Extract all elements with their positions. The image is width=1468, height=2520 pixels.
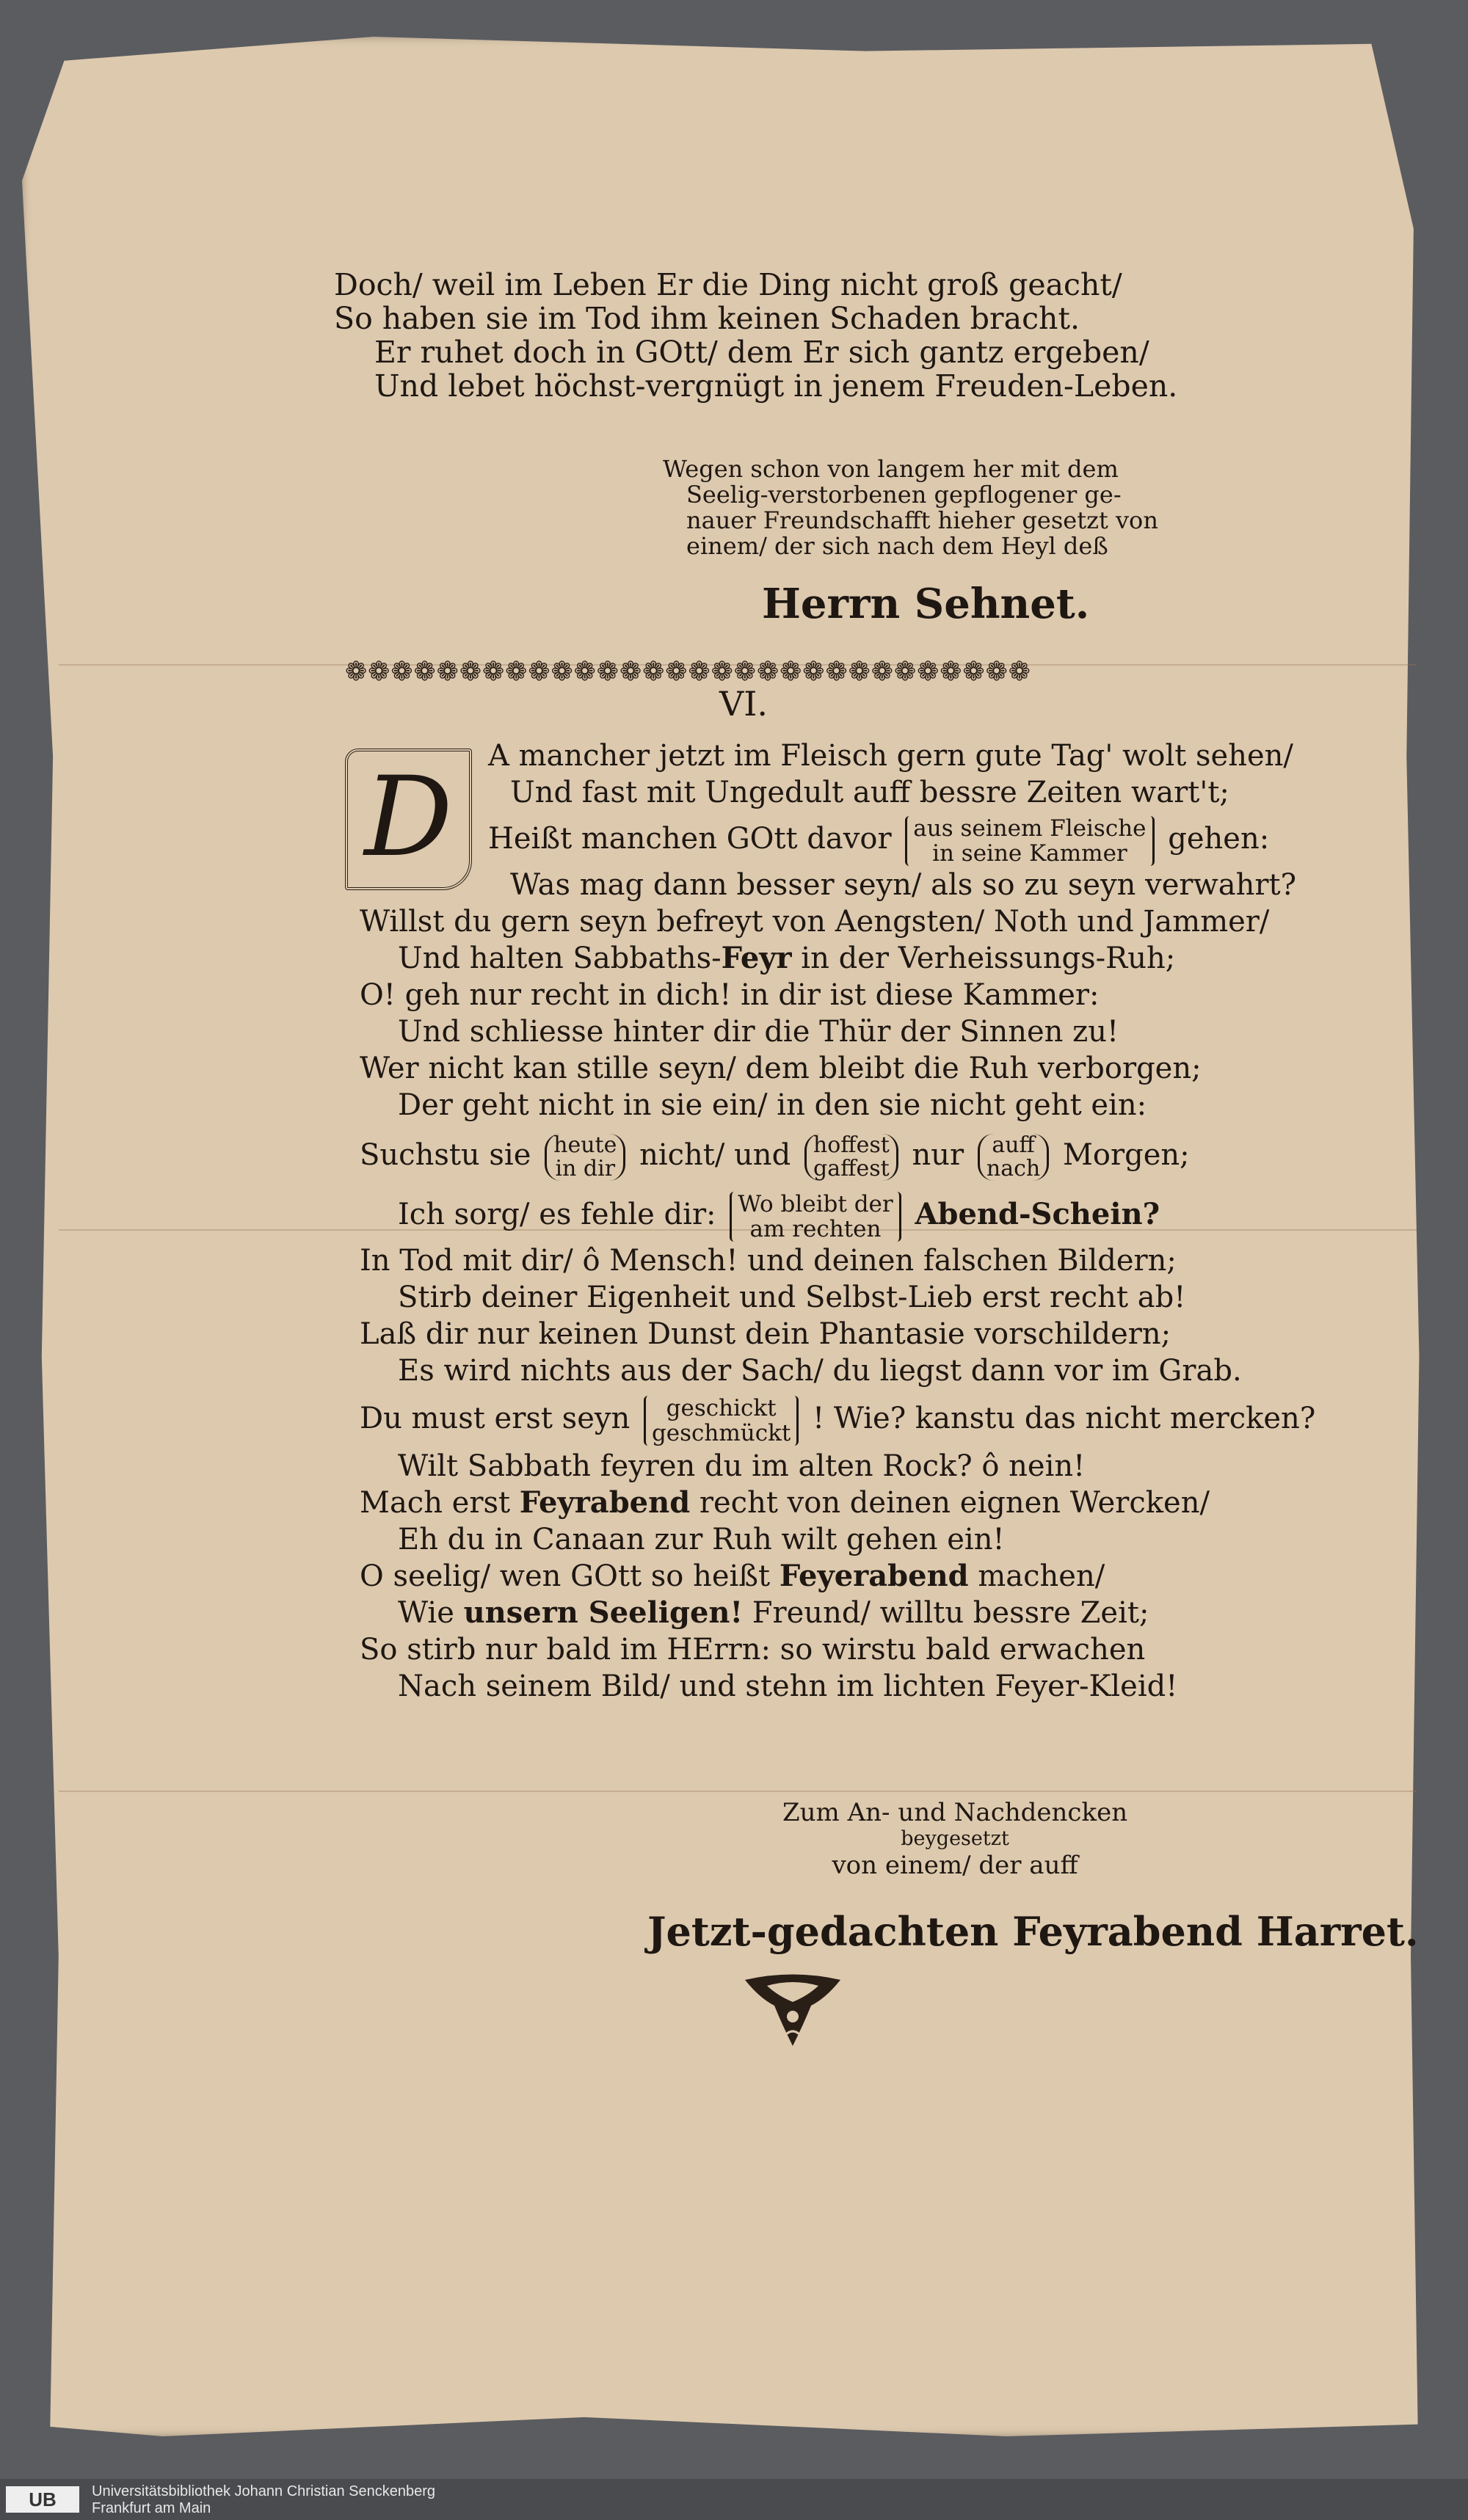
poem-line: So stirb nur bald im HErrn: so wirstu bald erwachen [360, 1633, 1146, 1667]
dedication-line: nauer Freundschafft hieher gesetzt von [686, 506, 1158, 534]
emphasis-word: Feyrabend [519, 1485, 691, 1520]
text-segment: Morgen; [1062, 1138, 1190, 1172]
poem-line [360, 1124, 1315, 1187]
dedication-line: Seelig-verstorbenen gepflogener ge- [686, 481, 1122, 509]
poem-line: A mancher jetzt im Fleisch gern gute Tag' wolt sehen/ [488, 739, 1293, 773]
poem-line [360, 1485, 1315, 1521]
poem-line: Willst du gern seyn befreyt von Aengsten/ Noth und Jammer/ [360, 905, 1270, 939]
verse-line: Er ruhet doch in GOtt/ dem Er sich gantz ergeben/ [374, 335, 1149, 370]
text-segment: ! Wie? kanstu das nicht mercken? [813, 1402, 1316, 1435]
text-segment: nur [912, 1138, 964, 1172]
library-logo: UB [6, 2486, 79, 2513]
vignette-ornament-icon [738, 1973, 848, 2053]
verse-line: Und lebet höchst-vergnügt in jenem Freuden-Leben. [374, 368, 1178, 404]
library-footer [0, 2479, 1468, 2520]
bracket-choice [644, 1396, 799, 1446]
verse-line: So haben sie im Tod ihm keinen Schaden bracht. [334, 301, 1080, 336]
intro-verse [334, 268, 1177, 403]
poem-line: Stirb deiner Eigenheit und Selbst-Lieb erst recht ab! [398, 1281, 1186, 1314]
poem-line: O! geh nur recht in dich! in dir ist diese Kammer: [360, 978, 1100, 1012]
choice-option: geschmückt [651, 1420, 791, 1446]
text-segment: Heißt manchen GOtt davor [488, 822, 892, 856]
dedication-line: einem/ der sich nach dem Heyl deß [686, 532, 1108, 560]
poem-line: Wilt Sabbath feyren du im alten Rock? ô nein! [398, 1449, 1086, 1483]
poem-line: Und fast mit Ungedult auff bessre Zeiten wart't; [510, 776, 1229, 809]
closing-line: von einem/ der auff [832, 1851, 1078, 1880]
decorated-initial: D [345, 749, 472, 890]
choice-option: gaffest [813, 1156, 890, 1181]
text-segment: nicht/ und [639, 1138, 791, 1172]
poem-stanza [360, 738, 1315, 1705]
text-segment: Suchstu sie [360, 1138, 531, 1172]
poem-line [360, 1595, 1315, 1631]
paren-choice [978, 1134, 1049, 1181]
choice-option: heute [553, 1132, 617, 1158]
poem-line [360, 1187, 1315, 1242]
poem-line: Es wird nichts aus der Sach/ du liegst dann vor im Grab. [398, 1354, 1242, 1388]
choice-option: in dir [555, 1156, 616, 1181]
emphasis-word: Feyr [721, 941, 792, 975]
poem-line: Und schliesse hinter dir die Thür der Sinnen zu! [398, 1015, 1119, 1049]
paren-choice [545, 1134, 625, 1181]
section-number: VI. [719, 684, 768, 724]
closing-line: beygesetzt [901, 1827, 1009, 1850]
text-segment: Ich sorg/ es fehle dir: [398, 1198, 716, 1231]
poem-line [360, 811, 1315, 867]
signature-harret: Jetzt-gedachten Feyrabend Harret. [647, 1908, 1419, 1955]
verse-line: Doch/ weil im Leben Er die Ding nicht groß geacht/ [334, 267, 1122, 302]
signature-sehnet: Herrn Sehnet. [762, 580, 1090, 628]
text-segment: Du must erst seyn [360, 1402, 631, 1435]
closing-note [782, 1798, 1127, 1880]
poem-line [360, 1558, 1315, 1595]
poem-line: Nach seinem Bild/ und stehn im lichten Feyer-Kleid! [398, 1669, 1178, 1703]
poem-line: Wer nicht kan stille seyn/ dem bleibt die Ruh verborgen; [360, 1052, 1202, 1085]
choice-option: Wo bleibt der [738, 1191, 893, 1217]
choice-option: aus seinem Fleische [913, 815, 1147, 842]
choice-option: in seine Kammer [932, 840, 1127, 867]
paren-choice [804, 1134, 898, 1181]
text-segment: recht von deinen eignen Wercken/ [690, 1486, 1210, 1520]
bracket-choice [730, 1192, 901, 1242]
text-segment: Freund/ willtu bessre Zeit; [743, 1596, 1149, 1630]
fold-line [59, 1791, 1417, 1792]
dedication-note [663, 456, 1158, 559]
choice-option: nach [986, 1156, 1041, 1181]
dedication-line: Wegen schon von langem her mit dem [663, 455, 1119, 483]
ornament-border: ❁❁❁❁❁❁❁❁❁❁❁❁❁❁❁❁❁❁❁❁❁❁❁❁❁❁❁❁❁❁ [345, 657, 1031, 687]
text-segment: machen/ [968, 1559, 1105, 1593]
closing-line: Zum An- und Nachdencken [782, 1798, 1128, 1827]
choice-option: geschickt [666, 1395, 777, 1421]
bracket-choice [905, 816, 1154, 866]
choice-option: hoffest [813, 1132, 890, 1158]
text-segment: gehen: [1168, 822, 1270, 856]
text-segment: O seelig/ wen GOtt so heißt [360, 1559, 780, 1593]
poem-line: In Tod mit dir/ ô Mensch! und deinen falschen Bildern; [360, 1244, 1177, 1278]
emphasis-word: Abend-Schein? [915, 1197, 1160, 1231]
emphasis-word: unsern Seeligen! [463, 1595, 744, 1630]
poem-line [360, 1389, 1315, 1448]
choice-option: am rechten [749, 1216, 882, 1242]
library-city: Frankfurt am Main [92, 2500, 211, 2516]
text-segment: Wie [398, 1596, 464, 1630]
poem-line [360, 940, 1315, 977]
text-segment: Mach erst [360, 1486, 520, 1520]
emphasis-word: Feyerabend [779, 1559, 969, 1593]
choice-option: auff [992, 1132, 1035, 1158]
poem-line: Was mag dann besser seyn/ als so zu seyn verwahrt? [510, 868, 1297, 902]
text-segment: in der Verheissungs-Ruh; [791, 942, 1176, 975]
library-name: Universitätsbibliothek Johann Christian Senckenberg [92, 2483, 436, 2499]
text-segment: Und halten Sabbaths- [398, 942, 722, 975]
poem-line: Eh du in Canaan zur Ruh wilt gehen ein! [398, 1523, 1005, 1556]
poem-line: Laß dir nur keinen Dunst dein Phantasie vorschildern; [360, 1317, 1171, 1351]
poem-line: Der geht nicht in sie ein/ in den sie nicht geht ein: [398, 1088, 1147, 1122]
